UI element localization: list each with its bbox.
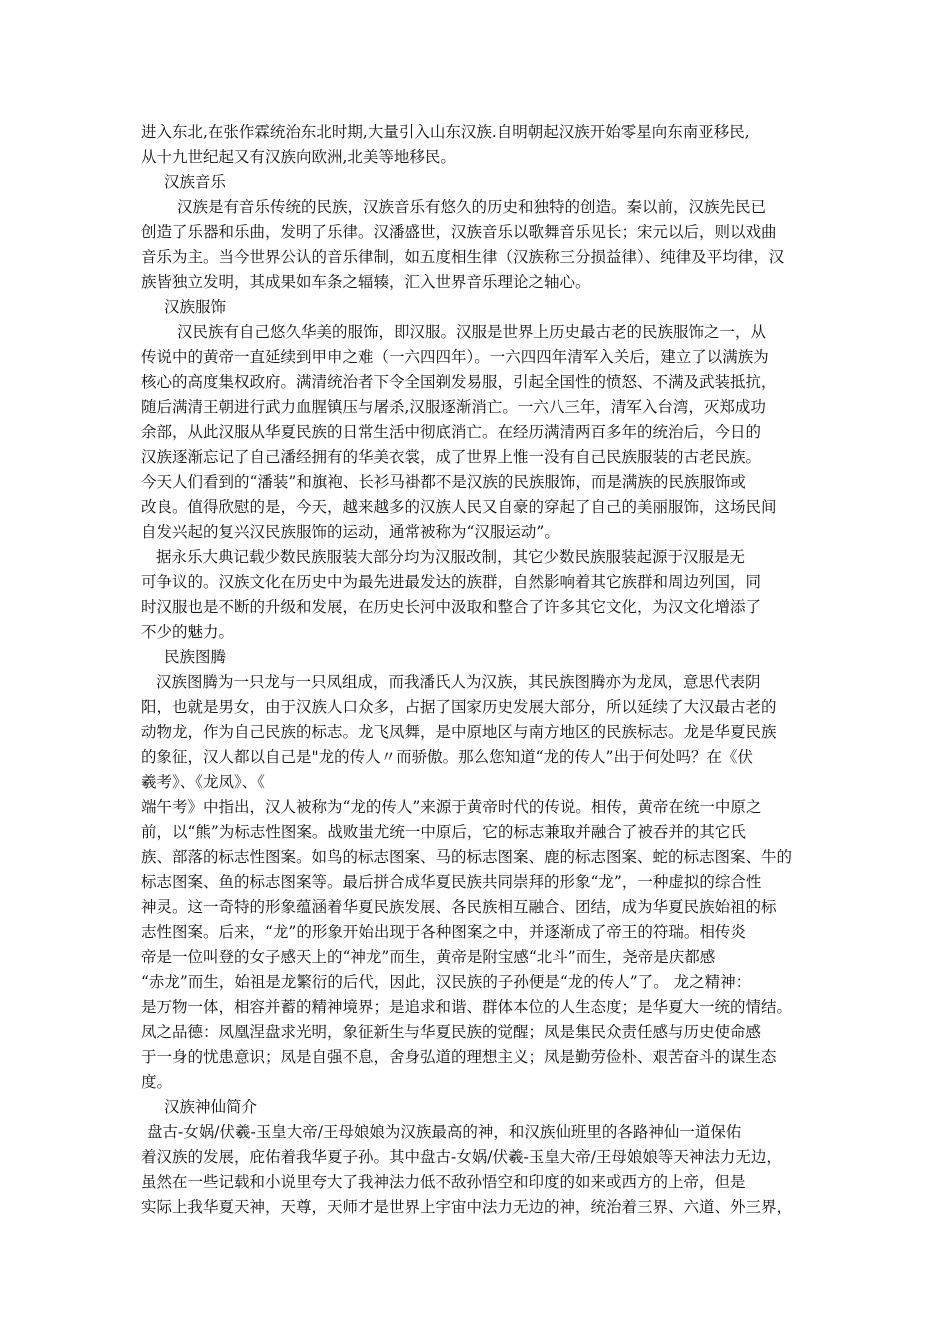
text-line: 实际上我华夏天神，天尊，天师才是世界上宇宙中法力无边的神，统治着三界、六道、外三界， (141, 1198, 793, 1216)
text-line: 自发兴起的复兴汉民族服饰的运动，通常被称为“汉服运动”。 (141, 523, 560, 541)
text-line: 于一身的忧患意识；凤是自强不息，舍身弘道的理想主义；凤是勤劳俭朴、艰苦奋斗的谋生态 (141, 1048, 777, 1066)
text-line: 今天人们看到的“潘装”和旗袍、长衫马褂都不是汉族的民族服饰，而是满族的民族服饰或 (141, 473, 746, 491)
text-line: 进入东北,在张作霖统治东北时期,大量引入山东汉族.自明朝起汉族开始零星向东南亚移民, (141, 123, 750, 141)
text-line: 不少的魅力。 (141, 623, 235, 641)
text-line: 神灵。这一奇特的形象蕴涵着华夏民族发展、各民族相互融合、团结，成为华夏民族始祖的标 (141, 898, 777, 916)
section-heading: 汉族神仙简介 (164, 1098, 258, 1116)
text-line: 端午考》中指出，汉人被称为“龙的传人”来源于黄帝时代的传说。相传，黄帝在统一中原之 (141, 798, 762, 816)
text-line: 的象征，汉人都以自己是"龙的传人〃而骄傲。那么您知道“龙的传人”出于何处吗？在《伏 (141, 748, 753, 766)
text-line: 阳，也就是男女，由于汉族人口众多，占据了国家历史发展大部分，所以延续了大汉最古老的 (141, 698, 777, 716)
text-line: 可争议的。汉族文化在历史中为最先进最发达的族群，自然影响着其它族群和周边列国，同 (141, 573, 762, 591)
paragraph-first-line: 据永乐大典记载少数民族服装大部分均为汉服改制，其它少数民族服装起源于汉服是无 (156, 548, 746, 566)
text-line: 志性图案。后来，“龙”的形象开始出现于各种图案之中，并逐渐成了帝王的符瑞。相传炎 (141, 923, 746, 941)
text-line: 时汉服也是不断的升级和发展，在历史长河中汲取和整合了许多其它文化，为汉文化增添了 (141, 598, 762, 616)
section-heading: 汉族音乐 (164, 173, 227, 191)
section-heading: 汉族服饰 (164, 298, 227, 316)
text-line: 核心的高度集权政府。满清统治者下令全国剃发易服，引起全国性的愤怒、不满及武装抵抗， (141, 373, 777, 391)
text-line: 随后满清王朝进行武力血腥镇压与屠杀,汉服逐渐消亡。一六八三年，清军入台湾，灭郑成功 (141, 398, 766, 416)
text-line: 前，以“熊”为标志性图案。战败蚩尤统一中原后，它的标志兼取并融合了被吞并的其它氏 (141, 823, 746, 841)
text-line: 是万物一体，相容并蓄的精神境界；是追求和谐、群体本位的人生态度；是华夏大一统的情结。 (141, 998, 793, 1016)
text-line: 从十九世纪起又有汉族向欧洲,北美等地移民。 (141, 148, 456, 166)
text-line: 凤之品德：凤凰涅盘求光明，象征新生与华夏民族的觉醒；凤是集民众责任感与历史使命感 (141, 1023, 762, 1041)
text-line: 标志图案、鱼的标志图案等。最后拼合成华夏民族共同崇拜的形象“龙”，一种虚拟的综合性 (141, 873, 762, 891)
text-line: 余部，从此汉服从华夏民族的日常生活中彻底消亡。在经历满清两百多年的统治后，今日的 (141, 423, 762, 441)
text-line: 改良。值得欣慰的是，今天，越来越多的汉族人民又自豪的穿起了自己的美丽服饰，这场民间 (141, 498, 777, 516)
text-line: 传说中的黄帝一直延续到甲申之难（一六四四年）。一六四四年清军入关后，建立了以满族为 (141, 348, 769, 366)
text-line: 羲考》、《龙凤》、《 (141, 773, 266, 791)
text-line: 帝是一位叫登的女子感天上的“神龙”而生，黄帝是附宝感“北斗”而生，尧帝是庆都感 (141, 948, 716, 966)
text-line: 音乐为主。当今世界公认的音乐律制，如五度相生律（汉族称三分损益律）、纯律及平均律，汉 (141, 248, 785, 266)
text-line: “赤龙”而生，始祖是龙繁衍的后代，因此，汉民族的子孙便是“龙的传人”了。 龙之精神： (141, 973, 752, 991)
text-line: 动物龙，作为自己民族的标志。龙飞凤舞，是中原地区与南方地区的民族标志。龙是华夏民族 (141, 723, 777, 741)
paragraph-first-line: 汉族图腾为一只龙与一只凤组成，而我潘氏人为汉族，其民族图腾亦为龙凤，意思代表阴 (156, 673, 761, 691)
text-line: 族皆独立发明，其成果如车条之辐辏，汇入世界音乐理论之轴心。 (141, 273, 591, 291)
text-line: 创造了乐器和乐曲，发明了乐律。汉潘盛世，汉族音乐以歌舞音乐见长；宋元以后，则以戏曲 (141, 223, 777, 241)
paragraph-first-line: 汉族是有音乐传统的民族，汉族音乐有悠久的历史和独特的创造。秦以前，汉族先民已 (177, 198, 767, 216)
document-body (141, 120, 821, 1220)
text-line: 度。 (141, 1073, 173, 1091)
paragraph-first-line: 盘古-女娲/伏羲-玉皇大帝/王母娘娘为汉族最高的神，和汉族仙班里的各路神仙一道保佑 (147, 1123, 742, 1141)
text-line: 族、部落的标志性图案。如鸟的标志图案、马的标志图案、鹿的标志图案、蛇的标志图案、牛的 (141, 848, 793, 866)
paragraph-first-line: 汉民族有自己悠久华美的服饰，即汉服。汉服是世界上历史最古老的民族服饰之一，从 (177, 323, 767, 341)
section-heading: 民族图腾 (164, 648, 227, 666)
text-line: 汉族逐渐忘记了自己潘经拥有的华美衣裳，成了世界上惟一没有自己民族服装的古老民族。 (141, 448, 762, 466)
text-line: 虽然在一些记载和小说里夸大了我神法力低不敌孙悟空和印度的如来或西方的上帝，但是 (141, 1173, 746, 1191)
text-line: 着汉族的发展，庇佑着我华夏子孙。其中盘古-女娲/伏羲-玉皇大帝/王母娘娘等天神法力无边， (141, 1148, 782, 1166)
